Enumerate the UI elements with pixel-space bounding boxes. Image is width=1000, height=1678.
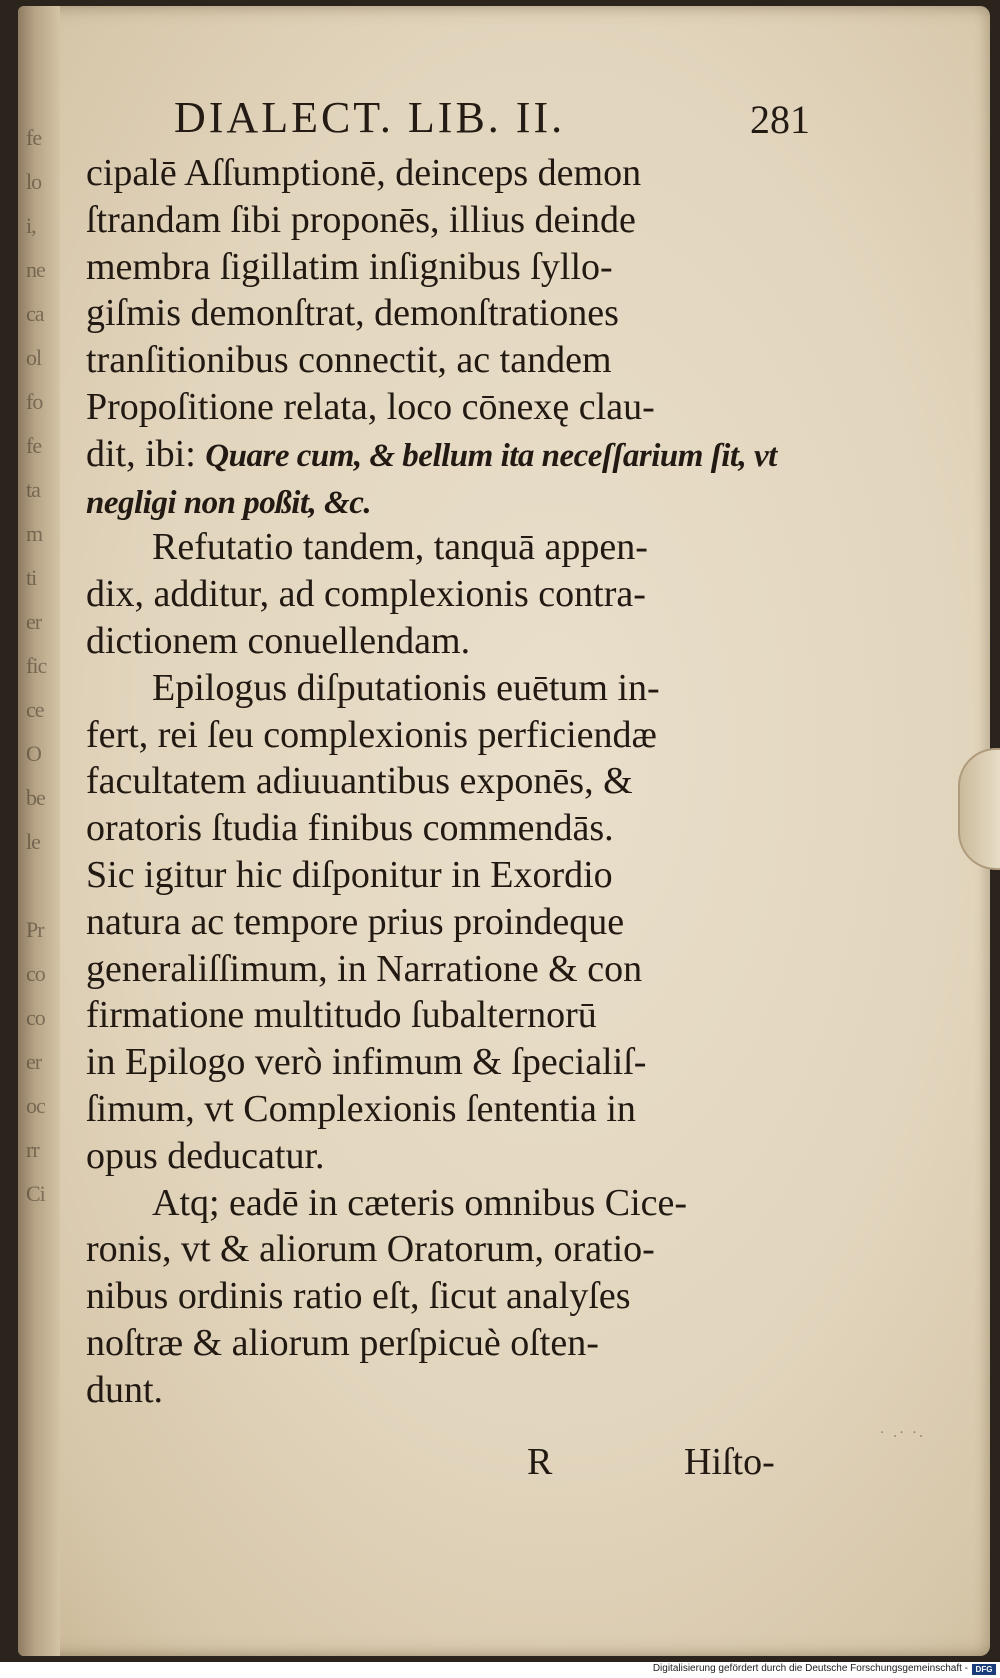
text-line: [86, 1086, 816, 1133]
text-line: [86, 618, 816, 665]
digitization-footer: [0, 1662, 1000, 1678]
text-line: [86, 524, 816, 571]
line-text: ſimum, vt Complexionis ſententia in: [86, 1087, 636, 1130]
text-line: [86, 431, 816, 478]
text-line: [86, 150, 816, 197]
text-line: [86, 1320, 816, 1367]
text-line: [86, 1180, 816, 1227]
line-text: Propoſitione relata, loco cōnexę clau-: [86, 385, 655, 428]
ink-speckle: · .· ·.: [880, 1425, 926, 1441]
line-text: facultatem adiuuantibus exponēs, &: [86, 760, 633, 803]
line-text: nibus ordinis ratio eſt, ſicut analyſes: [86, 1275, 631, 1318]
line-text: giſmis demonſtrat, demonſtrationes: [86, 292, 619, 335]
dfg-logo: DFG: [972, 1664, 996, 1675]
line-text: ronis, vt & aliorum Oratorum, oratio-: [86, 1228, 655, 1271]
line-text: Epilogus diſputationis euētum in-: [152, 666, 660, 709]
line-text: fert, rei ſeu complexionis perficiendæ: [86, 713, 657, 756]
line-text: membra ſigillatim inſignibus ſyllo-: [86, 245, 613, 288]
text-line: [86, 946, 816, 993]
facing-page-bleed-text: fe lo i, ne ca ol fo fe ta m ti er fic ce O be le Pr co co er oc rr Ci: [26, 125, 47, 1206]
text-line: [86, 1367, 816, 1414]
line-text: dictionem conuellendam.: [86, 619, 471, 662]
text-line: [86, 1273, 816, 1320]
line-text: dunt.: [86, 1368, 164, 1411]
line-text: in Epilogo verò infimum & ſpecialiſ-: [86, 1041, 647, 1084]
line-text: generaliſſimum, in Narratione & con: [86, 947, 643, 990]
body-text: [86, 150, 816, 1414]
line-text: Atq; eadē in cæteris omnibus Cice-: [152, 1181, 688, 1224]
text-line: [86, 1226, 816, 1273]
line-text: oratoris ſtudia finibus commendās.: [86, 807, 614, 850]
text-line: [86, 758, 816, 805]
catchword: Hiſto-: [684, 1441, 775, 1483]
italic-quotation: negligi non poßit, &c.: [86, 484, 372, 521]
line-text: Sic igitur hic diſponitur in Exordio: [86, 853, 613, 896]
text-line: [86, 244, 816, 291]
footer-credit: Digitalisierung gefördert durch die Deutsche Forschungsgemeinschaft -: [652, 1663, 968, 1674]
text-line: [86, 337, 816, 384]
line-text: tranſitionibus connectit, ac tandem: [86, 339, 612, 382]
text-line: [86, 571, 816, 618]
facing-page-edge: [18, 6, 60, 1656]
text-line: [86, 478, 816, 525]
text-line: [86, 899, 816, 946]
line-text: firmatione multitudo ſubalternorū: [86, 994, 597, 1037]
text-line: [86, 1133, 816, 1180]
line-text: dix, additur, ad complexionis contra-: [86, 573, 646, 616]
line-text: Refutatio tandem, tanquā appen-: [152, 526, 648, 569]
page-tab-marker: [958, 748, 1000, 870]
page-number: 281: [750, 97, 810, 142]
text-line: [86, 805, 816, 852]
text-line: [86, 290, 816, 337]
running-head: DIALECT. LIB. II.: [174, 93, 566, 142]
text-line: [86, 665, 816, 712]
line-text: dit, ibi:: [86, 432, 206, 475]
line-text: noſtræ & aliorum perſpicuè oſten-: [86, 1321, 599, 1364]
line-text: natura ac tempore prius proindeque: [86, 900, 625, 943]
italic-quotation: Quare cum, & bellum ita neceſſarium ſit, vt: [205, 437, 777, 474]
text-line: [86, 384, 816, 431]
text-line: [86, 712, 816, 759]
text-line: [86, 992, 816, 1039]
line-text: opus deducatur.: [86, 1134, 325, 1177]
line-text: cipalē Aſſumptionē, deinceps demon: [86, 152, 642, 194]
text-line: [86, 852, 816, 899]
line-text: ſtrandam ſibi proponēs, illius deinde: [86, 198, 636, 241]
text-line: [86, 197, 816, 244]
text-line: [86, 1039, 816, 1086]
signature-mark: R: [527, 1441, 553, 1483]
